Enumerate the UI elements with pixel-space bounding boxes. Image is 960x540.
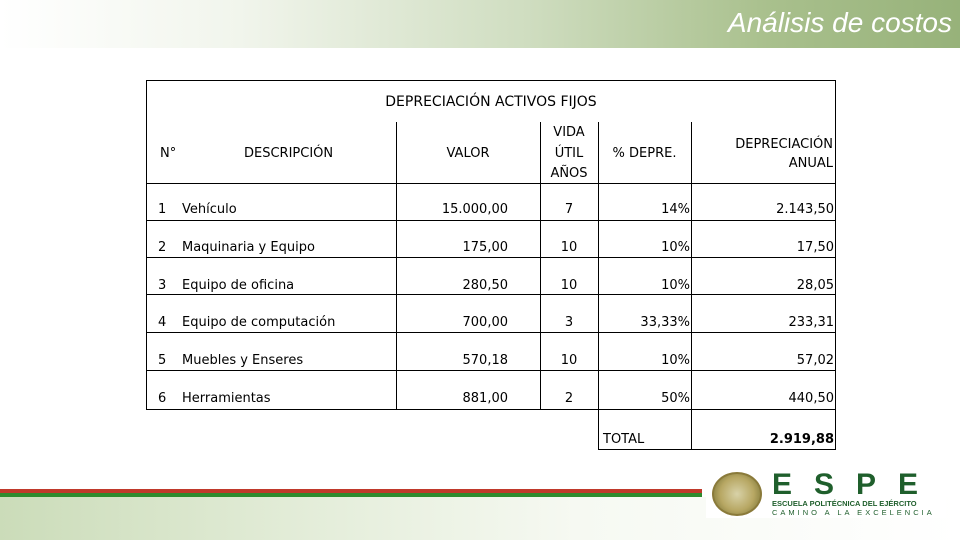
row-1-vida: 7	[564, 202, 574, 217]
row-sep	[146, 370, 836, 371]
row-1-num: 1	[158, 202, 167, 217]
row-sep	[146, 220, 836, 221]
espe-seal-icon	[712, 472, 762, 516]
espe-logo-line2: CAMINO A LA EXCELENCIA	[772, 508, 935, 517]
row-3-valor: 280,50	[462, 278, 508, 293]
row-2-valor: 175,00	[462, 240, 508, 255]
header-dep-line1: DEPRECIACIÓN	[735, 137, 833, 152]
table-top-border	[146, 80, 836, 81]
table-right-border	[835, 80, 836, 450]
row-5-desc: Muebles y Enseres	[182, 353, 304, 368]
slide-title: Análisis de costos	[727, 7, 952, 38]
header-vida-line3: AÑOS	[550, 166, 588, 181]
row-3-desc: Equipo de oficina	[182, 278, 295, 293]
header-num: N°	[160, 146, 177, 161]
row-2-pct: 10%	[661, 240, 690, 255]
table-left-border	[146, 80, 147, 410]
row-6-desc: Herramientas	[182, 391, 271, 406]
espe-logo	[706, 466, 946, 518]
espe-logo-letters: ESPE	[772, 468, 941, 501]
total-bottom-border	[598, 449, 836, 450]
total-label: TOTAL	[603, 432, 645, 447]
row-4-num: 4	[158, 315, 167, 330]
header-description: DESCRIPCIÓN	[244, 146, 334, 161]
row-1-valor: 15.000,00	[441, 202, 508, 217]
espe-logo-line1: ESCUELA POLITÉCNICA DEL EJÉRCITO	[772, 499, 917, 508]
row-5-vida: 10	[560, 353, 578, 368]
row-6-num: 6	[158, 391, 167, 406]
row-2-desc: Maquinaria y Equipo	[182, 240, 315, 255]
row-1-pct: 14%	[661, 202, 690, 217]
header-vida-line1: VIDA	[553, 125, 585, 140]
row-4-vida: 3	[564, 315, 574, 330]
table-title: DEPRECIACIÓN ACTIVOS FIJOS	[385, 94, 597, 110]
row-4-pct: 33,33%	[640, 315, 690, 330]
row-6-pct: 50%	[661, 391, 690, 406]
row-6-dep: 440,50	[788, 391, 834, 406]
header-pct: % DEPRE.	[612, 146, 677, 161]
row-3-vida: 10	[560, 278, 578, 293]
row-2-num: 2	[158, 240, 167, 255]
header-valor: VALOR	[446, 146, 490, 161]
row-2-dep: 17,50	[796, 240, 834, 255]
depreciation-table	[146, 80, 836, 450]
row-5-dep: 57,02	[796, 353, 834, 368]
row-1-dep: 2.143,50	[776, 202, 834, 217]
row-sep	[146, 294, 836, 295]
total-value: 2.919,88	[769, 432, 834, 447]
row-4-dep: 233,31	[788, 315, 834, 330]
row-6-valor: 881,00	[462, 391, 508, 406]
row-sep	[146, 183, 836, 184]
row-sep	[146, 257, 836, 258]
row-4-desc: Equipo de computación	[182, 315, 336, 330]
row-3-dep: 28,05	[796, 278, 834, 293]
row-4-valor: 700,00	[462, 315, 508, 330]
row-5-valor: 570,18	[462, 353, 508, 368]
header-dep-line2: ANUAL	[788, 156, 833, 171]
row-1-desc: Vehículo	[182, 202, 237, 217]
row-sep	[146, 332, 836, 333]
header-vida-line2: ÚTIL	[554, 146, 584, 161]
row-sep	[146, 409, 836, 410]
row-5-num: 5	[158, 353, 167, 368]
row-3-pct: 10%	[661, 278, 690, 293]
row-5-pct: 10%	[661, 353, 690, 368]
row-2-vida: 10	[560, 240, 578, 255]
row-6-vida: 2	[564, 391, 574, 406]
row-3-num: 3	[158, 278, 167, 293]
